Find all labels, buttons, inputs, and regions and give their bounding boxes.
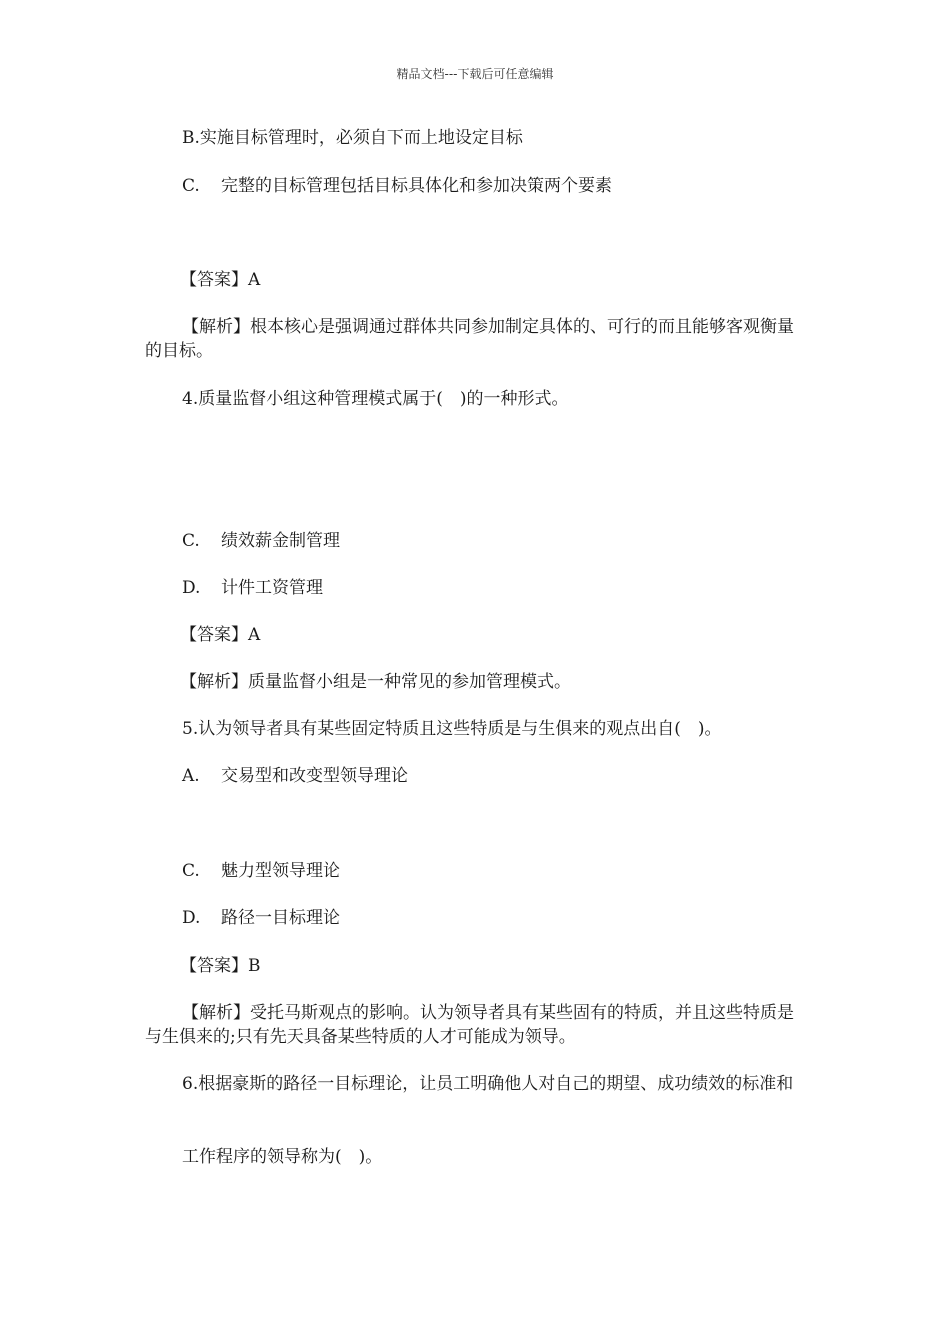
option-text: 交易型和改变型领导理论 [221, 766, 408, 786]
option-letter: A. [182, 766, 200, 786]
q4-option-d [182, 576, 323, 600]
option-letter: C. [182, 861, 200, 881]
q4-option-c [182, 529, 340, 553]
q5-option-a [182, 764, 408, 788]
option-text: 计件工资管理 [221, 578, 323, 598]
option-text: 路径一目标理论 [221, 908, 340, 928]
q3-option-c [182, 174, 612, 198]
q3-answer: 【答案】A [180, 270, 261, 290]
q4-analysis: 【解析】质量监督小组是一种常见的参加管理模式。 [180, 672, 571, 692]
q3-analysis: 【解析】根本核心是强调通过群体共同参加制定具体的、可行的而且能够客观衡量的目标。 [145, 317, 794, 361]
option-letter: C. [182, 531, 200, 551]
q6-question: 6.根据豪斯的路径一目标理论，让员工明确他人对自己的期望、成功绩效的标准和 [182, 1074, 794, 1094]
q4-question: 4.质量监督小组这种管理模式属于( )的一种形式。 [182, 389, 569, 409]
q3-option-b: B.实施目标管理时，必须自下而上地设定目标 [182, 128, 523, 148]
option-text: 完整的目标管理包括目标具体化和参加决策两个要素 [221, 176, 612, 196]
q5-analysis: 【解析】受托马斯观点的影响。认为领导者具有某些固有的特质，并且这些特质是与生俱来的;只有先天具备某些特质的人才可能成为领导。 [145, 1003, 794, 1047]
q5-option-d [182, 906, 340, 930]
option-text: 绩效薪金制管理 [221, 531, 340, 551]
option-letter: D. [182, 578, 201, 598]
option-text: 魅力型领导理论 [221, 861, 340, 881]
q4-answer: 【答案】A [180, 625, 261, 645]
q6-continuation: 工作程序的领导称为( )。 [182, 1147, 383, 1167]
q5-question: 5.认为领导者具有某些固定特质且这些特质是与生俱来的观点出自( )。 [182, 719, 722, 739]
q5-option-c [182, 859, 340, 883]
option-letter: C. [182, 176, 200, 196]
option-letter: D. [182, 908, 201, 928]
page-header: 精品文档---下载后可任意编辑 [396, 67, 554, 81]
q5-answer: 【答案】B [180, 956, 261, 976]
